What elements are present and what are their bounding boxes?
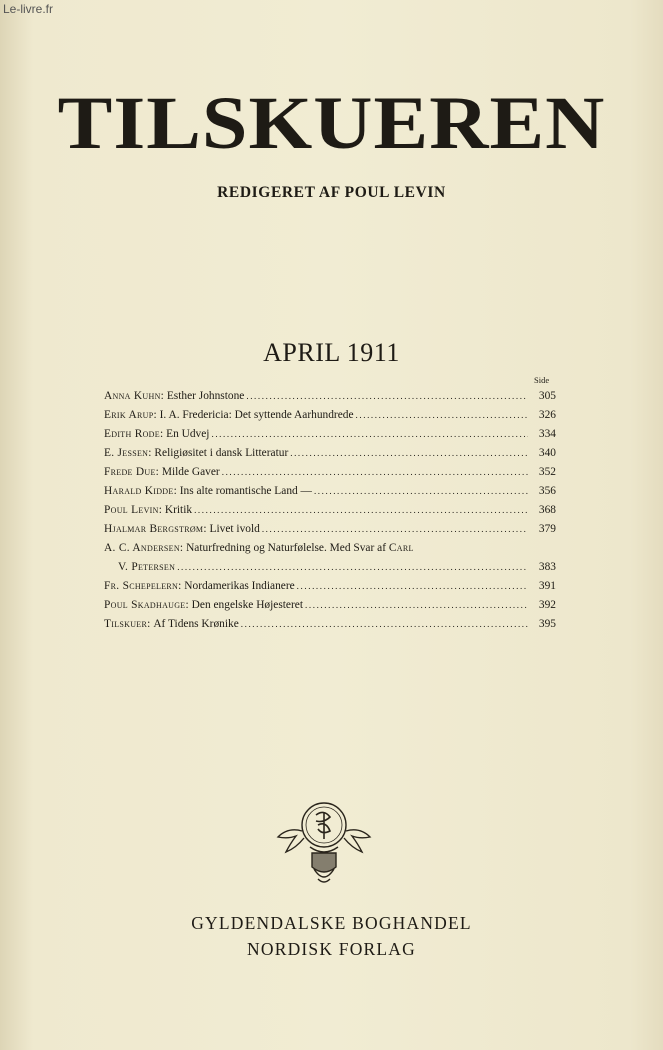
leader-dots xyxy=(262,520,528,539)
toc-author: Poul Levin xyxy=(104,504,159,516)
toc-page: 356 xyxy=(538,485,556,497)
toc-author: Anna Kuhn xyxy=(104,390,161,402)
toc-entry: Harald Kidde : Ins alte romantische Land — ..... 356 xyxy=(104,482,556,501)
leader-dots xyxy=(177,558,528,577)
toc-work: Ins alte romantische Land — xyxy=(179,485,312,497)
toc-page: 392 xyxy=(538,599,556,611)
toc-page: 334 xyxy=(538,428,556,440)
toc-work: Livet ivold xyxy=(209,523,260,535)
toc-entry: Poul Levin : Kritik ..... 368 xyxy=(104,501,556,520)
toc-author: Harald Kidde xyxy=(104,485,174,497)
toc-page: 391 xyxy=(538,580,556,592)
leader-dots xyxy=(356,406,528,425)
journal-title: TILSKUEREN xyxy=(57,80,606,165)
toc-work: Nordamerikas Indianere xyxy=(184,580,295,592)
leader-dots xyxy=(246,387,528,406)
leader-dots xyxy=(297,577,528,596)
toc-entry: E. Jessen : Religiøsitet i dansk Litteratur ..... 340 xyxy=(104,444,556,463)
toc-entry-continuation xyxy=(104,558,556,577)
toc-page: 383 xyxy=(538,561,556,573)
leader-dots xyxy=(211,425,528,444)
editor-line: REDIGERET AF POUL LEVIN xyxy=(217,184,446,201)
toc-page: 326 xyxy=(538,409,556,421)
toc-work: Religiøsitet i dansk Litteratur xyxy=(154,447,289,459)
page-column-label: Side xyxy=(534,375,550,385)
toc-author: Fr. Schepelern xyxy=(104,580,179,592)
toc-page: 305 xyxy=(538,390,556,402)
toc-page: 395 xyxy=(538,618,556,630)
toc-page: 379 xyxy=(538,523,556,535)
toc-work: I. A. Fredericia: Det syttende Aarhundrede xyxy=(159,409,354,421)
toc-author: A. C. Andersen xyxy=(104,542,180,554)
toc-page: 368 xyxy=(538,504,556,516)
publisher-name: GYLDENDALSKE BOGHANDEL xyxy=(191,913,472,933)
publisher-subtitle: NORDISK FORLAG xyxy=(247,939,416,959)
toc-entry: A. C. Andersen : Naturfredning og Naturfølelse. Med Svar af Carl xyxy=(104,539,556,558)
toc-author: E. Jessen xyxy=(104,447,149,459)
toc-entry: Hjalmar Bergstrøm : Livet ivold ..... 379 xyxy=(104,520,556,539)
toc-work: Naturfredning og Naturfølelse. Med Svar af xyxy=(186,542,386,554)
toc-author: Hjalmar Bergstrøm xyxy=(104,523,204,535)
toc-work: Esther Johnstone xyxy=(166,390,245,402)
toc-entry: Fr. Schepelern : Nordamerikas Indianere ..... 391 xyxy=(104,577,556,596)
leader-dots xyxy=(314,482,528,501)
leader-dots xyxy=(290,444,528,463)
toc-work: Af Tidens Krønike xyxy=(153,618,239,630)
toc-entry: Poul Skadhauge : Den engelske Højesteret ..... 392 xyxy=(104,596,556,615)
issue-date: APRIL 1911 xyxy=(263,338,400,367)
toc-work: Den engelske Højesteret xyxy=(191,599,304,611)
toc-entry: Anna Kuhn : Esther Johnstone ..... 305 xyxy=(104,387,556,406)
toc-author: Tilskuer xyxy=(104,618,148,630)
leader-dots xyxy=(241,615,528,634)
toc-entry: Tilskuer : Af Tidens Krønike ..... 395 xyxy=(104,615,556,634)
toc-author: Erik Arup xyxy=(104,409,154,421)
toc-page: 352 xyxy=(538,466,556,478)
toc-work-author: Carl xyxy=(388,542,414,554)
toc-author: Frede Due xyxy=(104,466,156,478)
toc-work: En Udvej xyxy=(166,428,210,440)
toc-author: Edith Rode xyxy=(104,428,160,440)
leader-dots xyxy=(305,596,528,615)
toc-page: 340 xyxy=(538,447,556,459)
leader-dots xyxy=(222,463,528,482)
toc-entry: Edith Rode : En Udvej ..... 334 xyxy=(104,425,556,444)
publisher-monogram-emblem-icon xyxy=(272,795,376,891)
toc-author: Poul Skadhauge xyxy=(104,599,186,611)
table-of-contents xyxy=(104,387,556,634)
watermark: Le-livre.fr xyxy=(3,2,54,16)
toc-work: Kritik xyxy=(164,504,193,516)
toc-continuation: V. Petersen xyxy=(118,561,176,573)
toc-entry: Frede Due : Milde Gaver ..... 352 xyxy=(104,463,556,482)
toc-work: Milde Gaver xyxy=(161,466,220,478)
toc-entry: Erik Arup : I. A. Fredericia: Det syttende Aarhundrede ..... 326 xyxy=(104,406,556,425)
leader-dots xyxy=(194,501,528,520)
publisher-imprint xyxy=(0,910,663,962)
